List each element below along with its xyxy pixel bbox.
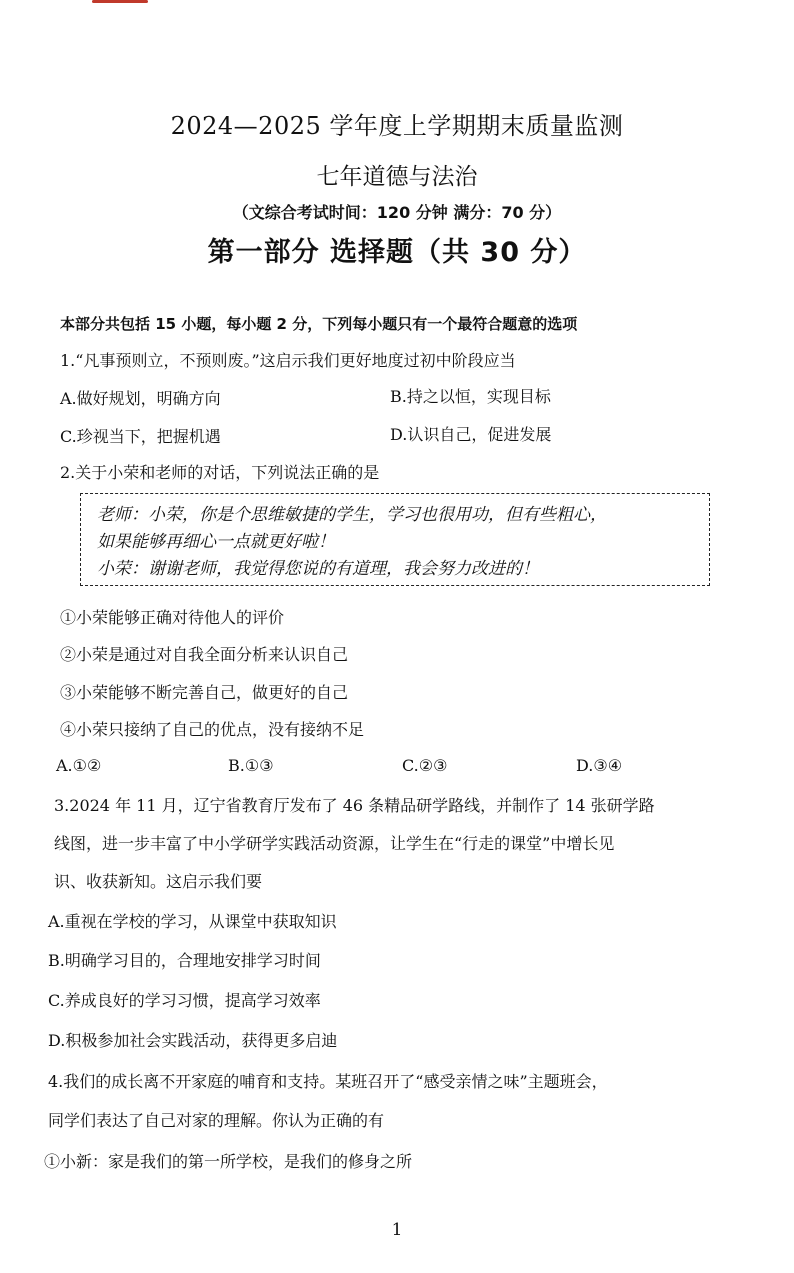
q1-option-b: B.持之以恒，实现目标 [390, 387, 551, 406]
q2-statement-3: ③小荣能够不断完善自己，做更好的自己 [60, 683, 349, 702]
q3-option-d: D.积极参加社会实践活动，获得更多启迪 [48, 1031, 338, 1050]
q2-statement-1: ①小荣能够正确对待他人的评价 [60, 608, 285, 627]
q2-stem: 2.关于小荣和老师的对话，下列说法正确的是 [60, 463, 380, 482]
q2-option-b: B.①③ [228, 756, 274, 775]
q2-statement-4: ④小荣只接纳了自己的优点，没有接纳不足 [60, 720, 365, 739]
q2-option-d: D.③④ [576, 756, 623, 775]
dialog-line: 老师：小荣，你是个思维敏捷的学生，学习也很用功，但有些粗心， [97, 505, 607, 525]
q3-stem-line-1: 3.2024 年 11 月，辽宁省教育厅发布了 46 条精品研学路线，并制作了 14 张研学路 [54, 796, 655, 815]
exam-info: （文综合考试时间：120 分钟 满分：70 分） [232, 203, 562, 222]
q3-stem-line-2: 线图，进一步丰富了中小学研学实践活动资源，让学生在“行走的课堂”中增长见 [54, 834, 615, 853]
q3-option-b: B.明确学习目的，合理地安排学习时间 [48, 951, 321, 970]
q4-stem-line-1: 4.我们的成长离不开家庭的哺育和支持。某班召开了“感受亲情之味”主题班会， [48, 1072, 608, 1091]
corner-mark [92, 0, 148, 3]
q2-statement-2: ②小荣是通过对自我全面分析来认识自己 [60, 645, 349, 664]
q4-stem-line-2: 同学们表达了自己对家的理解。你认为正确的有 [48, 1111, 385, 1130]
dialog-line: 如果能够再细心一点就更好啦！ [97, 532, 335, 552]
q2-dialog-box [80, 493, 710, 586]
q1-option-c: C.珍视当下，把握机遇 [60, 427, 221, 446]
q4-statement-1: ①小新：家是我们的第一所学校，是我们的修身之所 [44, 1152, 413, 1171]
q2-option-c: C.②③ [402, 756, 448, 775]
q3-option-c: C.养成良好的学习习惯，提高学习效率 [48, 991, 321, 1010]
q1-stem: 1.“凡事预则立，不预则废。”这启示我们更好地度过初中阶段应当 [60, 351, 516, 370]
section-title: 第一部分 选择题（共 30 分） [207, 237, 587, 268]
q3-option-a: A.重视在学校的学习，从课堂中获取知识 [48, 912, 337, 931]
q2-option-a: A.①② [56, 756, 102, 775]
dialog-line: 小荣：谢谢老师，我觉得您说的有道理，我会努力改进的！ [97, 559, 539, 579]
q1-option-a: A.做好规划，明确方向 [60, 389, 221, 408]
section-instruction: 本部分共包括 15 小题，每小题 2 分，下列每小题只有一个最符合题意的选项 [60, 315, 578, 333]
q3-stem-line-3: 识、收获新知。这启示我们要 [54, 872, 263, 891]
q1-option-d: D.认识自己，促进发展 [390, 425, 552, 444]
exam-title: 2024—2025 学年度上学期期末质量监测 [170, 112, 624, 140]
page-number: 1 [391, 1220, 403, 1240]
exam-subject: 七年道德与法治 [316, 164, 478, 190]
